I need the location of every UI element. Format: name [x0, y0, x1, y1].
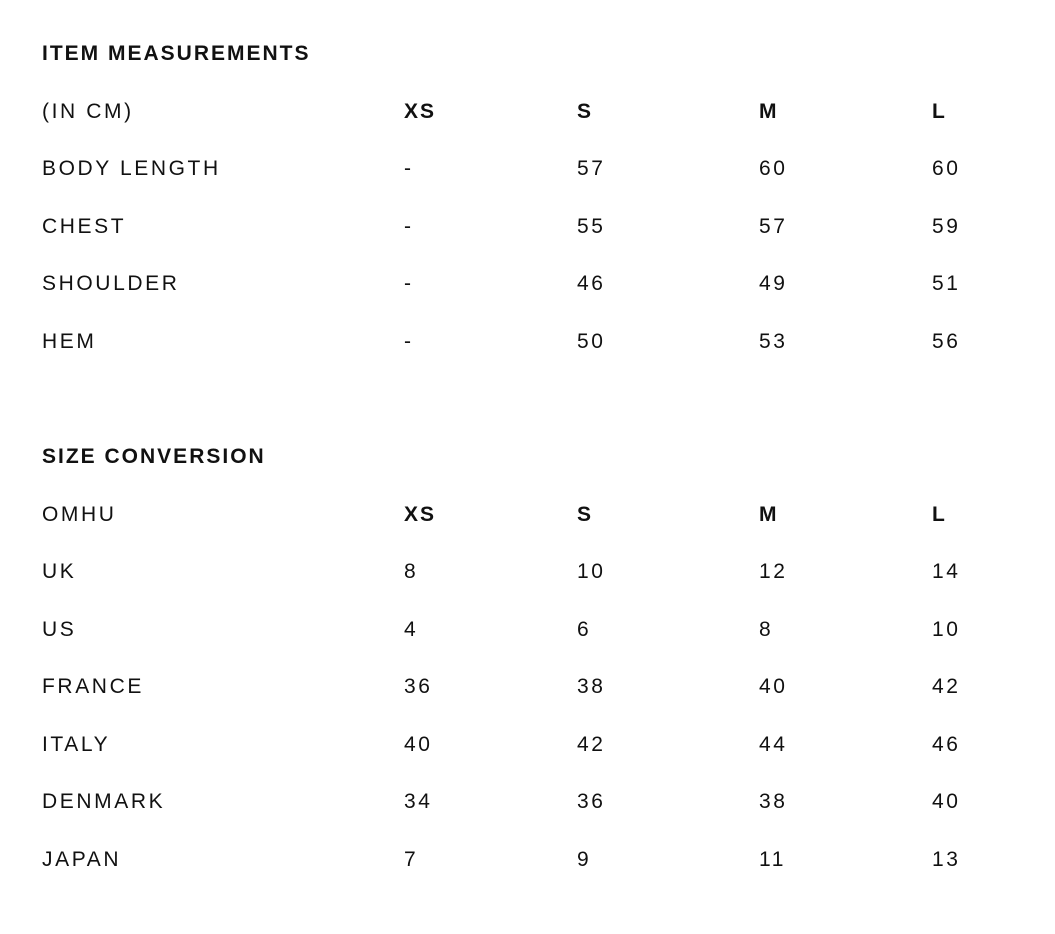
value-m: 49 — [759, 272, 788, 295]
row-label: JAPAN — [42, 848, 122, 871]
value-xs: 8 — [404, 560, 419, 583]
value-s: 46 — [577, 272, 606, 295]
value-m: 57 — [759, 215, 788, 238]
value-xs: - — [404, 272, 414, 295]
value-xs: - — [404, 157, 414, 180]
value-l: 14 — [932, 560, 961, 583]
value-l: 42 — [932, 675, 961, 698]
value-m: 53 — [759, 330, 788, 353]
size-header-xs: XS — [404, 100, 437, 123]
value-m: 44 — [759, 733, 788, 756]
row-label: HEM — [42, 330, 97, 353]
size-header-xs: XS — [404, 503, 437, 526]
value-m: 40 — [759, 675, 788, 698]
value-xs: 36 — [404, 675, 433, 698]
value-s: 57 — [577, 157, 606, 180]
value-s: 50 — [577, 330, 606, 353]
row-label: FRANCE — [42, 675, 144, 698]
table-row — [42, 616, 1022, 644]
row-label: BODY LENGTH — [42, 157, 221, 180]
value-l: 56 — [932, 330, 961, 353]
value-l: 10 — [932, 618, 961, 641]
value-s: 6 — [577, 618, 592, 641]
table-row — [42, 155, 1022, 183]
value-xs: 7 — [404, 848, 419, 871]
row-label: SHOULDER — [42, 272, 180, 295]
size-header-l: L — [932, 503, 947, 526]
size-header-m: M — [759, 503, 779, 526]
row-label: US — [42, 618, 77, 641]
value-l: 13 — [932, 848, 961, 871]
value-s: 42 — [577, 733, 606, 756]
table-row — [42, 558, 1022, 586]
value-xs: 40 — [404, 733, 433, 756]
size-header-s: S — [577, 100, 594, 123]
conversion-header-row — [42, 501, 1022, 529]
value-xs: 34 — [404, 790, 433, 813]
value-xs: 4 — [404, 618, 419, 641]
item-measurements-title: ITEM MEASUREMENTS — [42, 42, 311, 65]
table-row — [42, 270, 1022, 298]
value-s: 10 — [577, 560, 606, 583]
measurements-header-row — [42, 98, 1022, 126]
table-row — [42, 846, 1022, 874]
value-m: 60 — [759, 157, 788, 180]
value-m: 12 — [759, 560, 788, 583]
value-l: 59 — [932, 215, 961, 238]
value-s: 55 — [577, 215, 606, 238]
row-label: ITALY — [42, 733, 111, 756]
value-m: 38 — [759, 790, 788, 813]
table-row — [42, 213, 1022, 241]
value-s: 9 — [577, 848, 592, 871]
value-s: 38 — [577, 675, 606, 698]
value-xs: - — [404, 330, 414, 353]
value-l: 51 — [932, 272, 961, 295]
value-xs: - — [404, 215, 414, 238]
table-row — [42, 788, 1022, 816]
value-l: 60 — [932, 157, 961, 180]
units-label: (IN CM) — [42, 100, 134, 123]
table-row — [42, 328, 1022, 356]
row-label: DENMARK — [42, 790, 166, 813]
value-m: 8 — [759, 618, 774, 641]
size-conversion-title: SIZE CONVERSION — [42, 445, 266, 468]
row-label: CHEST — [42, 215, 127, 238]
value-l: 40 — [932, 790, 961, 813]
size-header-l: L — [932, 100, 947, 123]
size-header-m: M — [759, 100, 779, 123]
row-label: UK — [42, 560, 77, 583]
brand-label: OMHU — [42, 503, 117, 526]
value-l: 46 — [932, 733, 961, 756]
table-row — [42, 673, 1022, 701]
value-s: 36 — [577, 790, 606, 813]
size-header-s: S — [577, 503, 594, 526]
table-row — [42, 731, 1022, 759]
value-m: 11 — [759, 848, 786, 871]
